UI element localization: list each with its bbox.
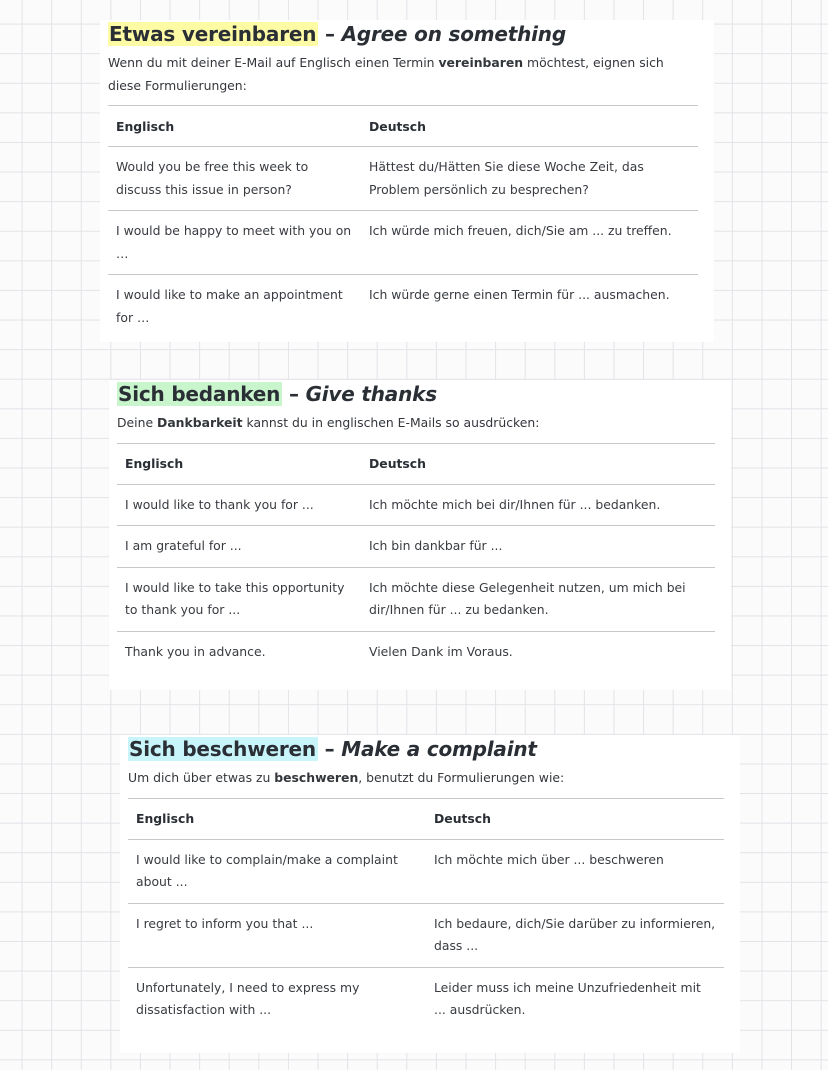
section-intro xyxy=(117,412,715,435)
table-row xyxy=(117,484,715,526)
title-english: Give thanks xyxy=(305,382,437,406)
cell-german: Ich möchte mich bei dir/Ihnen für ... bedanken. xyxy=(369,496,661,512)
section-complaint xyxy=(120,735,740,1053)
section-thanks xyxy=(109,380,731,690)
table-row xyxy=(108,211,698,275)
intro-bold: beschweren xyxy=(274,770,359,785)
cell-english: I would like to complain/make a complaint about ... xyxy=(136,851,398,889)
section-title xyxy=(117,380,715,408)
section-intro xyxy=(128,767,724,790)
header-english: Englisch xyxy=(136,811,195,826)
cell-english: Unfortunately, I need to express my dissatisfaction with ... xyxy=(136,979,360,1017)
section-intro xyxy=(108,52,698,97)
cell-english: I would like to make an appointment for … xyxy=(116,287,343,325)
table-row xyxy=(117,567,715,631)
table-row xyxy=(117,526,715,568)
intro-text: Um dich über etwas zu xyxy=(128,770,275,785)
table-row xyxy=(108,147,698,211)
table-header-row xyxy=(128,798,724,839)
phrase-table xyxy=(117,443,715,673)
section-title xyxy=(128,735,724,763)
header-english: Englisch xyxy=(116,118,175,134)
title-german: Sich beschweren xyxy=(129,737,316,761)
phrase-table xyxy=(128,798,724,1031)
cell-german: Vielen Dank im Voraus. xyxy=(369,643,513,659)
header-german: Deutsch xyxy=(434,811,491,826)
cell-english: I would be happy to meet with you on … xyxy=(116,223,352,261)
title-dash: – xyxy=(288,382,299,406)
header-german: Deutsch xyxy=(369,456,426,471)
title-german: Sich bedanken xyxy=(118,382,281,406)
cell-english: I would like to take this opportunity to thank you for ... xyxy=(125,579,345,617)
intro-text: , benutzt du Formulierungen wie: xyxy=(358,770,565,785)
cell-english: I regret to inform you that ... xyxy=(136,915,314,931)
phrase-table xyxy=(108,105,698,338)
table-row xyxy=(128,839,724,903)
table-row xyxy=(128,903,724,967)
cell-german: Ich bin dankbar für ... xyxy=(369,538,503,553)
intro-bold: Dankbarkeit xyxy=(157,415,243,430)
title-english: Make a complaint xyxy=(341,737,537,761)
title-german: Etwas vereinbaren xyxy=(109,22,317,46)
section-agree xyxy=(100,20,714,342)
header-german: Deutsch xyxy=(369,118,426,134)
table-row xyxy=(128,967,724,1031)
cell-german: Ich würde gerne einen Termin für ... ausmachen. xyxy=(369,287,670,302)
intro-text: möchtest, eignen sich diese Formulierungen: xyxy=(108,55,664,93)
header-english: Englisch xyxy=(125,456,184,471)
cell-english: I am grateful for ... xyxy=(125,538,242,553)
cell-english: Would you be free this week to discuss this issue in person? xyxy=(116,159,309,197)
intro-bold: vereinbaren xyxy=(438,55,524,70)
title-dash: – xyxy=(324,737,335,761)
intro-text: Wenn du mit deiner E-Mail auf Englisch einen Termin xyxy=(108,55,439,70)
cell-german: Leider muss ich meine Unzufriedenheit mit ... ausdrücken. xyxy=(434,979,701,1017)
intro-text: kannst du in englischen E-Mails so ausdrücken: xyxy=(242,415,540,430)
cell-english: I would like to thank you for ... xyxy=(125,496,314,512)
table-header-row xyxy=(117,443,715,484)
cell-german: Ich würde mich freuen, dich/Sie am ... zu treffen. xyxy=(369,223,672,238)
cell-german: Ich möchte mich über ... beschweren xyxy=(434,851,664,867)
section-title xyxy=(108,20,698,48)
table-row xyxy=(117,631,715,672)
cell-german: Hättest du/Hätten Sie diese Woche Zeit, das Problem persönlich zu besprechen? xyxy=(369,159,644,197)
title-dash: – xyxy=(325,22,335,46)
table-header-row xyxy=(108,106,698,147)
intro-text: Deine xyxy=(117,415,158,430)
title-english: Agree on something xyxy=(341,22,566,46)
cell-english: Thank you in advance. xyxy=(125,643,266,659)
table-row xyxy=(108,275,698,339)
cell-german: Ich bedaure, dich/Sie darüber zu informieren, dass ... xyxy=(434,915,716,953)
cell-german: Ich möchte diese Gelegenheit nutzen, um mich bei dir/Ihnen für ... zu bedanken. xyxy=(369,579,686,617)
